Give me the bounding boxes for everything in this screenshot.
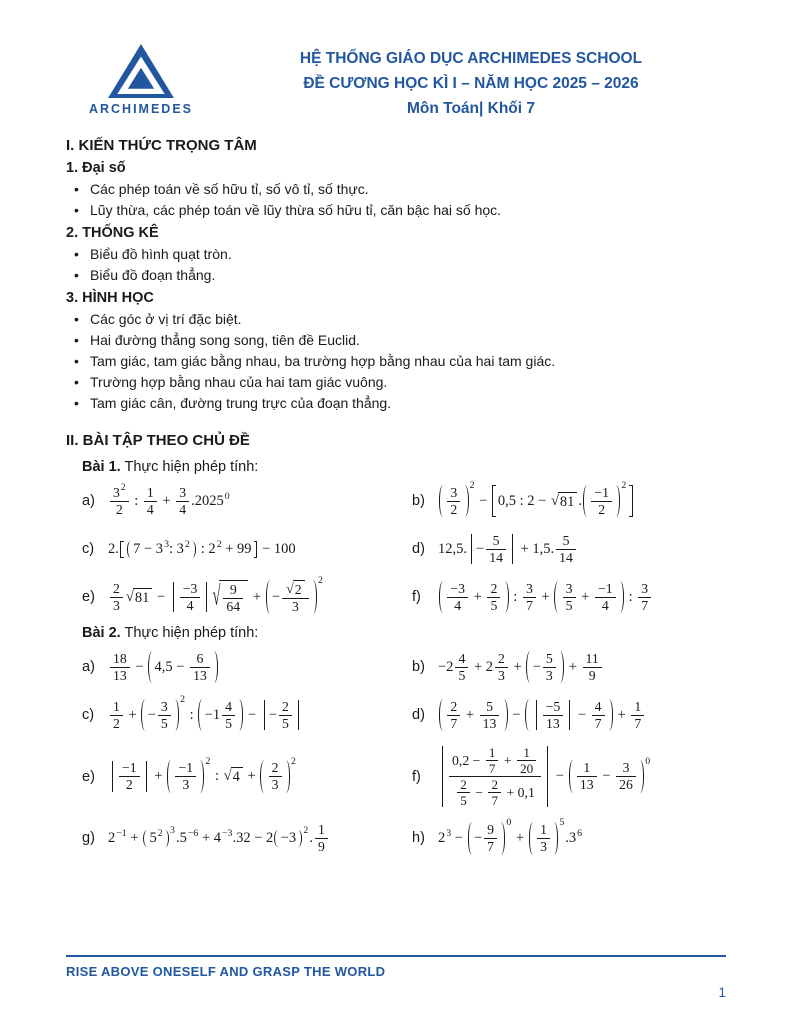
school-logo [66, 44, 216, 116]
exercise-1 [66, 459, 726, 615]
exercise-item [396, 579, 726, 615]
logo-triangle-icon [108, 44, 174, 98]
logo-text: ARCHIMEDES [88, 102, 194, 116]
exercise-label: Bài 2. [82, 625, 121, 641]
math-expression: 3 $^2$ 2 : 1 4 + $\frac{3}{4}$ .2025 $^0$ [108, 485, 230, 518]
exercise-item [396, 745, 726, 808]
item-label: e) [82, 589, 95, 605]
exercise-item [396, 531, 726, 567]
bullet-item: • Biểu đồ hình quạt tròn. [66, 244, 726, 265]
exercise-prompt: Thực hiện phép tính: [124, 459, 259, 475]
exercise-item [396, 817, 726, 856]
header-line-2: ĐỀ CƯƠNG HỌC KÌ I – NĂM HỌC 2025 – 2026 [303, 75, 639, 92]
section2-title: II. BÀI TẬP THEO CHỦ ĐỀ [66, 432, 250, 449]
exercise-1-grid [66, 480, 726, 615]
page-number: 1 [718, 985, 726, 1000]
header-titles [216, 44, 726, 121]
topic-group-statistics [66, 223, 726, 286]
math-expression: 2 $^{-1}$ + 5 $^2$ $^3$ .5 $^{-6}$ + 4 $^{-3}$ .32 − 2 −3 $^2$ . 1 9 [108, 822, 330, 855]
math-expression: 12,5. − $\frac{5}{14}$ + 1,5. 5 14 [438, 533, 578, 566]
exercise-item [396, 697, 726, 733]
exercise-item [66, 820, 396, 856]
exercise-2-grid [66, 649, 726, 856]
item-label: a) [82, 493, 95, 509]
math-expression: 2 3 √ 81 − −3 4 √ 9 64 + − √ 2 3 $^2$ [108, 580, 324, 615]
item-label: d) [412, 541, 425, 557]
group-heading: 1. Đại số [66, 160, 126, 176]
header [66, 44, 726, 121]
exercise-item [66, 649, 396, 685]
math-expression: 2. 7 − 3 $^3$ : 3 $^2$ : 2 $^2$ + 99 − 100 [108, 538, 296, 557]
exercise-2-header [82, 625, 726, 641]
item-label: f) [412, 589, 421, 605]
exercise-item [66, 694, 396, 733]
bullet-item: • Các góc ở vị trí đặc biệt. [66, 309, 726, 330]
item-label: h) [412, 830, 425, 847]
topic-group-geometry [66, 288, 726, 414]
group-heading: 2. THỐNG KÊ [66, 225, 159, 241]
math-expression: 1 2 + − $\frac{3}{5}$ $^2$ : −1 4 5 − − $\frac{2}{5}$ [108, 699, 303, 732]
footer [66, 955, 726, 1000]
math-expression: −1 2 + −1 3 $^2$ : √ 4 + 2 3 $^2$ [108, 760, 297, 793]
item-label: f) [412, 768, 421, 785]
math-expression: 0,2 − $\frac{1}{7}$ + $\frac{1}{20}$ 2 5 − $\frac{2}{7}$ + 0,1 − 1 13 − $\frac{3}{26}$ $^0$ [438, 745, 651, 808]
bullet-item: • Các phép toán về số hữu tỉ, số vô tỉ, số thực. [66, 179, 726, 200]
math-expression: 3 2 $^2$ − 0,5 : 2 − √ 81 . −1 2 $^2$ [438, 485, 634, 518]
exercise-item [66, 531, 396, 567]
header-line-3: Môn Toán| Khối 7 [406, 100, 536, 117]
math-expression: −2 4 5 + 2 2 3 + − $\frac{5}{3}$ + $\frac{11}{9}$ [438, 651, 604, 684]
item-label: c) [82, 707, 95, 723]
math-expression: 18 13 − 4,5 − $\frac{6}{13}$ [108, 651, 219, 684]
item-label: b) [412, 659, 425, 675]
item-label: d) [412, 707, 425, 723]
math-expression: 2 $^3$ − − $\frac{9}{7}$ $^0$ + 1 3 $^5$ .3 $^6$ [438, 817, 583, 854]
exercise-1-header [82, 459, 726, 475]
bullet-item: • Hai đường thẳng song song, tiên đề Euclid. [66, 330, 726, 351]
bullet-item: • Lũy thừa, các phép toán về lũy thừa số hữu tỉ, căn bậc hai số học. [66, 200, 726, 221]
item-label: c) [82, 541, 95, 557]
item-label: a) [82, 659, 95, 675]
item-label: g) [82, 830, 95, 847]
topic-group-algebra [66, 158, 726, 221]
header-line-1: HỆ THỐNG GIÁO DỤC ARCHIMEDES SCHOOL [299, 50, 643, 67]
section1-title: I. KIẾN THỨC TRỌNG TÂM [66, 137, 257, 154]
group-heading: 3. HÌNH HỌC [66, 290, 154, 306]
exercise-label: Bài 1. [82, 459, 121, 475]
item-label: b) [412, 493, 425, 509]
exercise-item [396, 480, 726, 519]
exercise-item [66, 483, 396, 519]
bullet-item: • Biểu đồ đoạn thẳng. [66, 265, 726, 286]
bullet-item: • Tam giác, tam giác bằng nhau, ba trường hợp bằng nhau của hai tam giác. [66, 351, 726, 372]
exercise-item [396, 649, 726, 685]
exercise-2 [66, 625, 726, 856]
item-label: e) [82, 768, 95, 785]
math-expression: −3 4 + $\frac{2}{5}$ : 3 7 + 3 5 + $\frac{-1}{4}$ : 3 7 [438, 581, 653, 614]
footer-slogan: RISE ABOVE ONESELF AND GRASP THE WORLD [66, 964, 386, 979]
exercise-item [66, 745, 396, 808]
bullet-item: • Trường hợp bằng nhau của hai tam giác vuông. [66, 372, 726, 393]
exercise-item [66, 575, 396, 615]
math-expression: 2 7 + $\frac{5}{13}$ − −5 13 − $\frac{4}{7}$ + $\frac{1}{7}$ [438, 699, 646, 732]
exercise-prompt: Thực hiện phép tính: [124, 625, 259, 641]
bullet-item: • Tam giác cân, đường trung trực của đoạn thẳng. [66, 393, 726, 414]
